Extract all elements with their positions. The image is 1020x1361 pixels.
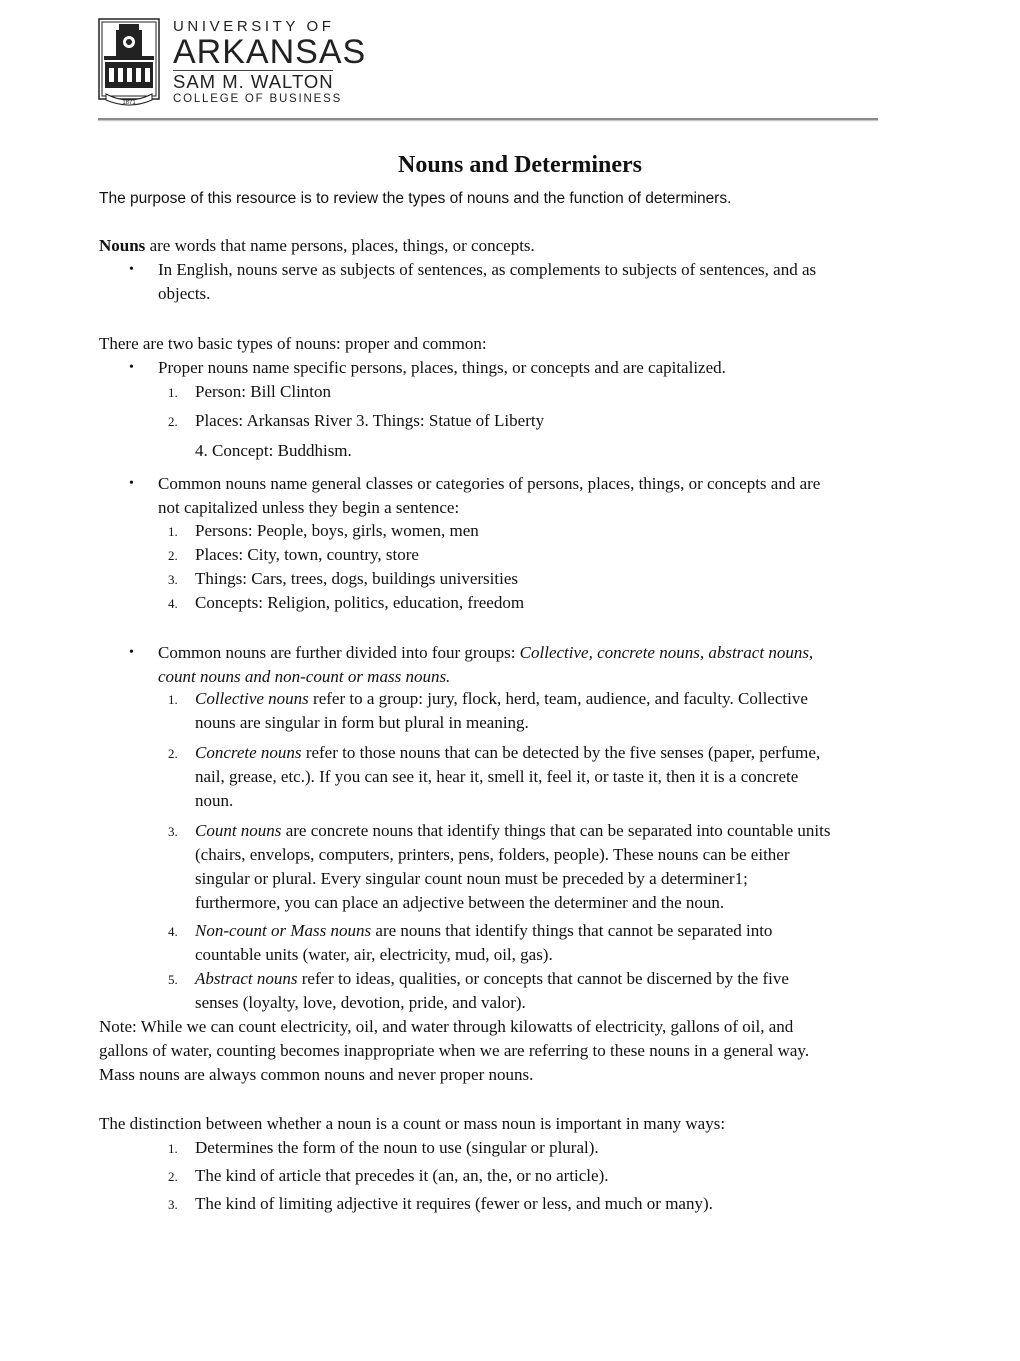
mass-nouns-term: Non-count or Mass nouns (195, 921, 372, 940)
common-item-things: Things: Cars, trees, dogs, buildings universities (195, 569, 518, 588)
common-item-concepts: Concepts: Religion, politics, education, freedom (195, 593, 525, 612)
common-item-persons: Persons: People, boys, girls, women, men (195, 521, 479, 540)
bullet-icon: • (129, 360, 134, 375)
nouns-definition (99, 234, 535, 258)
note-line2: gallons of water, counting becomes inappropriate when we are referring to these nouns in a general way. (99, 1041, 810, 1060)
mass-nouns-line1 (195, 919, 772, 943)
logo-line-university-of: UNIVERSITY OF (173, 18, 335, 35)
list-number: 1. (168, 385, 178, 400)
logo-line-arkansas: ARKANSAS (173, 33, 367, 71)
list-number: 3. (168, 824, 178, 839)
abstract-nouns-text: refer to ideas, qualities, or concepts that cannot be discerned by the five (297, 969, 789, 988)
count-nouns-line2: (chairs, envelops, computers, printers, pens, folders, people). These nouns can be either (195, 845, 790, 864)
list-number: 2. (168, 1169, 178, 1184)
bullet-icon: • (129, 262, 134, 277)
list-number: 2. (168, 414, 178, 429)
list-number: 2. (168, 746, 178, 761)
wordmark (173, 18, 366, 107)
list-number: 4. (168, 924, 178, 939)
concrete-nouns-line2: nail, grease, etc.). If you can see it, hear it, smell it, feel it, or taste it, then it is a concrete (195, 767, 799, 786)
common-item-places: Places: City, town, country, store (195, 545, 419, 564)
list-number: 4. (168, 596, 178, 611)
concrete-nouns-term: Concrete nouns (195, 743, 302, 762)
list-number: 5. (168, 972, 178, 987)
types-intro: There are two basic types of nouns: proper and common: (99, 334, 487, 353)
groups-bullet-pre: Common nouns are further divided into four groups: (158, 643, 520, 662)
nouns-bullet-line1: In English, nouns serve as subjects of sentences, as complements to subjects of sentences, and as (158, 260, 817, 279)
list-number: 1. (168, 692, 178, 707)
header-divider (98, 118, 878, 120)
collective-nouns-text: refer to a group: jury, flock, herd, team, audience, and faculty. Collective (308, 689, 808, 708)
distinction-intro: The distinction between whether a noun is a count or mass noun is important in many ways: (99, 1114, 726, 1133)
distinction-item-form: Determines the form of the noun to use (singular or plural). (195, 1138, 599, 1157)
nouns-def-text: are words that name persons, places, things, or concepts. (145, 236, 535, 255)
bullet-icon: • (129, 476, 134, 491)
proper-item-person: Person: Bill Clinton (195, 382, 332, 401)
concrete-nouns-line1 (195, 741, 820, 765)
bullet-icon: • (129, 645, 134, 660)
list-number: 3. (168, 572, 178, 587)
proper-item-places-things: Places: Arkansas River 3. Things: Statue of Liberty (195, 411, 545, 430)
nouns-bullet-line2: objects. (158, 284, 211, 303)
list-number: 3. (168, 1197, 178, 1212)
purpose-statement: The purpose of this resource is to review the types of nouns and the function of determiners. (99, 190, 732, 207)
note-line3: Mass nouns are always common nouns and never proper nouns. (99, 1065, 534, 1084)
page-title: Nouns and Determiners (398, 152, 642, 178)
nouns-term: Nouns (99, 236, 146, 255)
distinction-item-article: The kind of article that precedes it (an, an, the, or no article). (195, 1166, 609, 1185)
concrete-nouns-text: refer to those nouns that can be detected by the five senses (paper, perfume, (301, 743, 821, 762)
collective-nouns-line2: nouns are singular in form but plural in meaning. (195, 713, 529, 732)
groups-bullet-line2: count nouns and non-count or mass nouns. (158, 667, 451, 686)
collective-nouns-line1 (195, 687, 808, 711)
abstract-nouns-line1 (195, 967, 789, 991)
common-nouns-bullet-line1: Common nouns name general classes or categories of persons, places, things, or concepts and are (158, 474, 821, 493)
concrete-nouns-line3: noun. (195, 791, 234, 810)
logo-line-sam-walton: SAM M. WALTON (173, 71, 334, 92)
list-number: 1. (168, 524, 178, 539)
abstract-nouns-term: Abstract nouns (195, 969, 298, 988)
collective-nouns-term: Collective nouns (195, 689, 309, 708)
university-logo (98, 18, 367, 110)
count-nouns-line4: furthermore, you can place an adjective between the determiner and the noun. (195, 893, 725, 912)
mass-nouns-line2: countable units (water, air, electricity, mud, oil, gas). (195, 945, 553, 964)
count-nouns-term: Count nouns (195, 821, 282, 840)
list-number: 1. (168, 1141, 178, 1156)
list-number: 2. (168, 548, 178, 563)
old-main-seal-icon (98, 18, 160, 108)
abstract-nouns-line2: senses (loyalty, love, devotion, pride, and valor). (195, 993, 526, 1012)
count-nouns-text: are concrete nouns that identify things that can be separated into countable units (281, 821, 831, 840)
proper-nouns-bullet: Proper nouns name specific persons, places, things, or concepts and are capitalized. (158, 358, 726, 377)
mass-nouns-text: are nouns that identify things that cannot be separated into (371, 921, 773, 940)
note-line1: Note: While we can count electricity, oil, and water through kilowatts of electricity, gallons of oil, and (99, 1017, 794, 1036)
count-nouns-line1 (195, 819, 830, 843)
distinction-item-adjective: The kind of limiting adjective it requires (fewer or less, and much or many). (195, 1194, 713, 1213)
proper-item-concept: 4. Concept: Buddhism. (195, 441, 352, 460)
groups-bullet-line1 (158, 641, 813, 665)
groups-bullet-italic1: Collective, concrete nouns, abstract nouns, (519, 643, 814, 662)
logo-line-college: COLLEGE OF BUSINESS (173, 93, 343, 105)
common-nouns-bullet-line2: not capitalized unless they begin a sentence: (158, 498, 460, 517)
count-nouns-line3: singular or plural. Every singular count noun must be preceded by a determiner1; (195, 869, 748, 888)
seal-year: 1871 (122, 100, 136, 106)
